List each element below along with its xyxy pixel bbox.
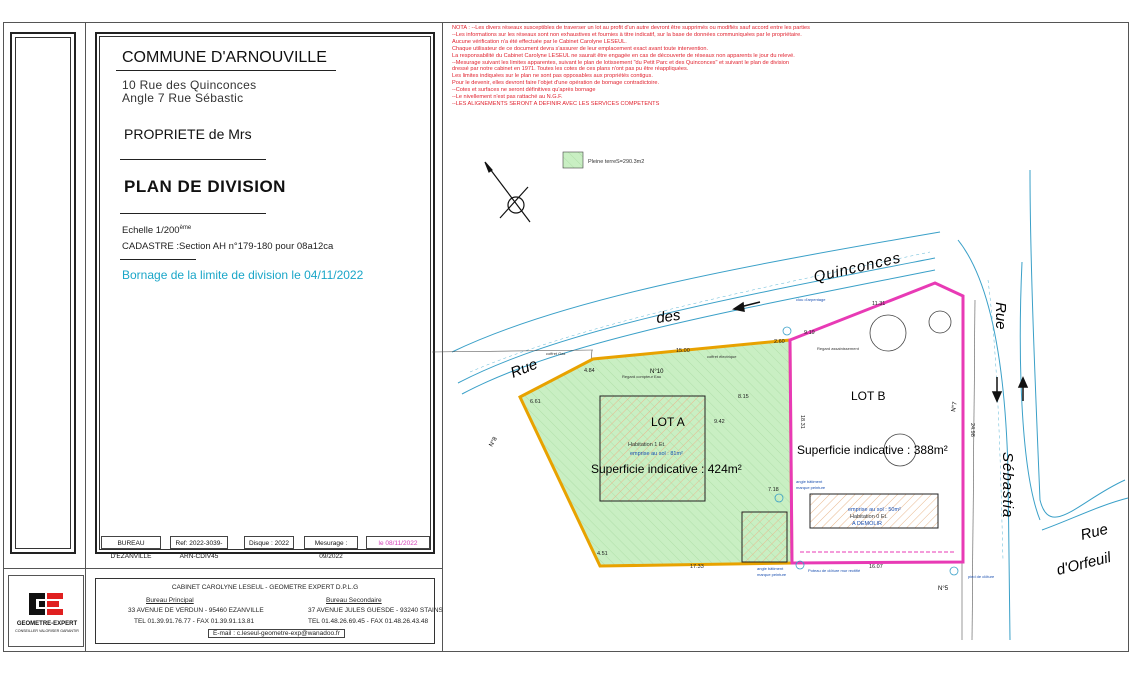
secondary-address: 37 AVENUE JULES GUESDE - 93240 STAINS bbox=[308, 607, 443, 614]
principal-tel: TEL 01.39.91.76.77 - FAX 01.39.91.13.81 bbox=[134, 618, 255, 625]
stamp-ref: Ref: 2022-3039-ARN-CDIV45 bbox=[170, 536, 228, 549]
street-sebastia-1: Rue bbox=[992, 302, 1009, 330]
lot-b-house-label: Habitation 0 Et. bbox=[850, 514, 888, 520]
cadastre-label: CADASTRE :Section AH n°179-180 pour 08a12ca bbox=[122, 241, 334, 252]
dim-label: 24.98 bbox=[969, 423, 975, 437]
dim-label: 11.31 bbox=[872, 301, 886, 307]
dim-label: 4.84 bbox=[584, 368, 595, 374]
lot-a-house-label: Habitation 1 Et. bbox=[628, 442, 666, 448]
street-orfeuil-1: Rue bbox=[1078, 520, 1110, 544]
plan-title: PLAN DE DIVISION bbox=[124, 177, 286, 196]
legend-value: S=290.3m2 bbox=[616, 159, 645, 165]
street-quinconces-1: Rue bbox=[508, 355, 541, 382]
lot-a-annex bbox=[742, 512, 787, 562]
dim-label: 9.19 bbox=[804, 330, 815, 336]
dim-label: 9.42 bbox=[714, 419, 725, 425]
annotation: angle bâtiment bbox=[796, 479, 823, 484]
lot-a-house bbox=[600, 396, 705, 501]
note-line: --Mesurage suivant les limites apparentes, suivant le plan de lotissement "du Petit Parc et des Quinconces" et suivant le plan de division bbox=[452, 59, 789, 66]
note-line: --Cotes et surfaces ne seront définitives qu'après bornage bbox=[452, 87, 596, 94]
principal-title: Bureau Principal bbox=[146, 597, 194, 604]
stamp-disque: Disque : 2022 bbox=[244, 536, 294, 549]
annotation: marque peinture bbox=[757, 572, 787, 577]
dim-label: 7.18 bbox=[768, 487, 779, 493]
note-line: Pour le devenir, elles devront faire l'objet d'une opération de bornage contradictoire. bbox=[452, 80, 660, 87]
dim-label: 15.00 bbox=[676, 348, 690, 354]
cabinet-name: CABINET CAROLYNE LESEUL - GEOMETRE EXPERT D.P.L.G bbox=[171, 584, 359, 591]
annotation: coffret Gaz bbox=[546, 351, 566, 356]
dim-label: 2.60 bbox=[774, 339, 785, 345]
lot-b-area: Superficie indicative : 388m² bbox=[797, 443, 948, 457]
note-line: Les limites indiquées sur le plan ne sont pas opposables aux propriétés contigus. bbox=[452, 73, 653, 80]
plot-number-8: N°8 bbox=[488, 436, 499, 448]
dim-label: 8.15 bbox=[738, 394, 749, 400]
note-line: dressé par notre cabinet en 1971. Toutes les cotes de ces plans n'ont pas pu être réappliquées. bbox=[452, 66, 689, 73]
commune-name: COMMUNE D'ARNOUVILLE bbox=[122, 49, 327, 66]
logo-name: GEOMETRE-EXPERT bbox=[16, 621, 78, 627]
dim-label: 17.33 bbox=[690, 564, 704, 570]
annotation: clou d'arpentage bbox=[796, 297, 826, 302]
secondary-title: Bureau Secondaire bbox=[326, 597, 382, 604]
lot-a-area: Superficie indicative : 424m² bbox=[591, 462, 742, 476]
bornage-note: Bornage de la limite de division le 04/11/2022 bbox=[122, 268, 364, 282]
annotation: marque peinture bbox=[796, 485, 826, 490]
lot-b-label: LOT B bbox=[851, 389, 886, 403]
secondary-tel: TEL 01.48.26.69.45 - FAX 01.48.26.43.48 bbox=[308, 618, 429, 625]
dim-label: 4.51 bbox=[597, 551, 608, 557]
cabinet-email: E-mail : c.leseul-geometre-exp@wanadoo.fr bbox=[208, 629, 345, 638]
dim-label: 16.07 bbox=[869, 564, 883, 570]
dim-label: 6.61 bbox=[530, 399, 541, 405]
scale-suffix: ème bbox=[179, 225, 192, 231]
note-line: --LES ALIGNEMENTS SERONT A DEFINIR AVEC LES SERVICES COMPETENTS bbox=[452, 100, 660, 107]
street-orfeuil-2: d'Orfeuil bbox=[1054, 548, 1113, 579]
lot-a-emprise: emprise au sol : 81m² bbox=[630, 451, 683, 457]
note-line: --Les informations sur les réseaux sont non exhaustives et fournies à titre indicatif, sur la base de données communiquées par le propriétaire. bbox=[452, 31, 802, 38]
principal-address: 33 AVENUE DE VERDUN - 95460 EZANVILLE bbox=[128, 607, 264, 614]
logo-tagline: CONSEILLER VALORISER GARANTIR bbox=[15, 629, 79, 633]
annotation: angle bâtiment bbox=[757, 566, 784, 571]
plot-number-5: N°5 bbox=[938, 586, 949, 592]
annotation: Poteau de clôture mur rectifié bbox=[808, 568, 861, 573]
legend-swatch bbox=[563, 152, 583, 168]
lot-a-label: LOT A bbox=[651, 415, 685, 429]
address-line-1: 10 Rue des Quinconces bbox=[122, 78, 257, 92]
street-quinconces-3: Quinconces bbox=[812, 249, 903, 286]
note-line: La responsabilité du Cabinet Carolyne LESEUL ne saurait être engagée en cas de découverte de réseaux non apparents le jour du relevé. bbox=[452, 52, 795, 59]
note-line: Aucune vérification n'a été effectuée par le Cabinet Carolyne LESEUL. bbox=[452, 38, 627, 45]
street-quinconces-2: des bbox=[655, 306, 682, 327]
plot-number-7: N°7 bbox=[951, 401, 959, 413]
note-line: NOTA : --Les divers réseaux susceptibles de traverser un lot au profit d'un autre devront être supprimés ou modifiés sauf accord entre les parties bbox=[452, 25, 810, 31]
lot-b-emprise: emprise au sol : 50m² bbox=[848, 507, 901, 513]
street-sebastia-2: Sébastia bbox=[999, 452, 1016, 519]
dim-label: 18.31 bbox=[799, 415, 805, 429]
owner-line: PROPRIETE de Mrs bbox=[124, 126, 252, 142]
annotation: coffret électrique bbox=[707, 354, 737, 359]
note-line: Chaque utilisateur de ce document devra s'assurer de leur emplacement exact avant toute intervention. bbox=[452, 45, 709, 52]
legend-label: Pleine terre bbox=[588, 159, 617, 165]
stamp-bureau: BUREAU D'EZANVILLE bbox=[101, 536, 161, 549]
address-line-2: Angle 7 Rue Sébastic bbox=[122, 91, 244, 105]
annotation: Regard compteur Eau bbox=[622, 374, 662, 379]
annotation: pied de clôture bbox=[968, 574, 995, 579]
north-arrow-icon bbox=[485, 162, 530, 222]
plot-number-10: N°10 bbox=[650, 369, 664, 375]
annotation: Regard assainissement bbox=[817, 346, 859, 351]
lot-b-demolir: A DEMOLIR bbox=[852, 521, 882, 527]
note-line: --Le nivellement n'est pas rattaché au N.G.F. bbox=[452, 94, 563, 101]
scale-value: Echelle 1/200 bbox=[122, 225, 180, 237]
stamp-date: le 08/11/2022 bbox=[366, 536, 430, 549]
stamp-mesurage: Mesurage : 09/2022 bbox=[304, 536, 358, 549]
